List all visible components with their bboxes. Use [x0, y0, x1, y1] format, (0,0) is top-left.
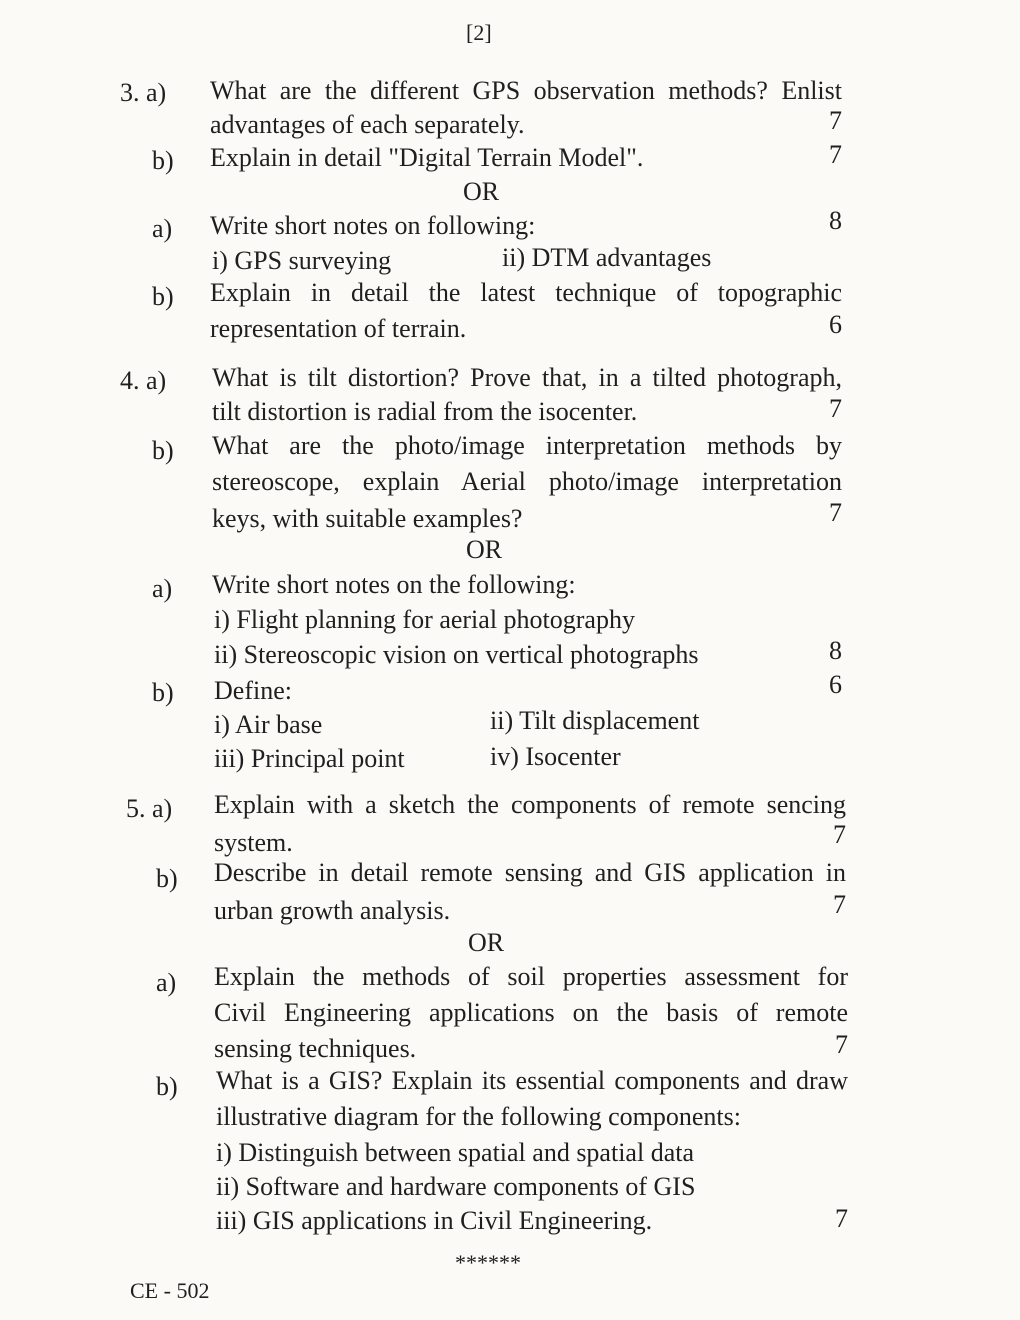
footer-code: CE - 502 [130, 1278, 210, 1303]
q4b-text-1: What are the photo/image interpretation methods by [212, 431, 842, 460]
q3-alt-b-text-2: representation of terrain. [210, 314, 467, 343]
q5a-text-2: system. [214, 828, 293, 857]
q4-alt-a-marks: 8 [829, 636, 842, 665]
q4b-text-2: stereoscope, explain Aerial photo/image interpretation [212, 467, 842, 496]
q4a-text-2: tilt distortion is radial from the isocenter. [212, 397, 638, 426]
q4a-text: What is tilt distortion? Prove that, in a tilted photograph, [212, 363, 842, 392]
q5a-marks: 7 [833, 820, 846, 849]
q3-alt-b-label: b) [152, 282, 174, 311]
q5b-text-1: Describe in detail remote sensing and GIS application in [214, 858, 846, 887]
q5b-marks: 7 [833, 890, 846, 919]
q4-alt-b-label: b) [152, 678, 174, 707]
q5-or: OR [467, 928, 505, 957]
q4-alt-a-text: Write short notes on the following: [212, 570, 576, 599]
q5-alt-a-text-1: Explain the methods of soil properties assessment for [214, 962, 848, 991]
q3-alt-b-marks: 6 [829, 310, 842, 339]
q4-or: OR [465, 535, 503, 564]
q3b-text: Explain in detail "Digital Terrain Model". [210, 143, 644, 172]
q5a-text: Explain with a sketch the components of remote sencing [214, 790, 846, 819]
q4-alt-a-ii: ii) Stereoscopic vision on vertical photographs [214, 640, 699, 669]
q5-alt-b-text-1: What is a GIS? Explain its essential components and draw [216, 1066, 848, 1095]
q5-alt-b-ii: ii) Software and hardware components of GIS [216, 1172, 696, 1201]
q3-alt-a-text: Write short notes on following: [210, 211, 536, 240]
q5-alt-b-text-2: illustrative diagram for the following components: [216, 1102, 741, 1131]
q3-alt-a-i: i) GPS surveying [212, 246, 392, 275]
q4b-label: b) [152, 436, 174, 465]
q4-alt-b-ii: ii) Tilt displacement [490, 706, 700, 735]
q3a-text: What are the different GPS observation methods? Enlist [210, 76, 842, 105]
q4-alt-b-text: Define: [214, 676, 292, 705]
q3-alt-a-marks: 8 [829, 206, 842, 235]
q5-alt-b-iii: iii) GIS applications in Civil Engineering. [216, 1206, 653, 1235]
q5-alt-a-text-2: Civil Engineering applications on the basis of remote [214, 998, 848, 1027]
q5-alt-b-label: b) [156, 1072, 178, 1101]
q5b-text-2: urban growth analysis. [214, 896, 451, 925]
q4b-text-3: keys, with suitable examples? [212, 504, 523, 533]
q5-alt-b-marks: 7 [835, 1204, 848, 1233]
q5-alt-a-text-3: sensing techniques. [214, 1034, 417, 1063]
q3-alt-a-ii: ii) DTM advantages [502, 243, 712, 272]
q3-alt-a-label: a) [152, 214, 173, 243]
q4a-marks: 7 [829, 394, 842, 423]
q4-alt-b-iv: iv) Isocenter [490, 742, 621, 771]
q5-alt-a-label: a) [156, 968, 177, 997]
q4b-marks: 7 [829, 498, 842, 527]
q4-number: 4. a) [120, 366, 167, 395]
q3b-marks: 7 [829, 140, 842, 169]
q3-or: OR [462, 177, 500, 206]
q3b-label: b) [152, 146, 174, 175]
q3a-text-2: advantages of each separately. [210, 110, 525, 139]
end-mark: ****** [455, 1250, 521, 1275]
q4-alt-b-i: i) Air base [214, 710, 323, 739]
q4-alt-a-label: a) [152, 574, 173, 603]
q3-number: 3. a) [120, 78, 167, 107]
page-number: [2] [466, 20, 492, 45]
q4-alt-b-iii: iii) Principal point [214, 744, 405, 773]
q3a-marks: 7 [829, 106, 842, 135]
q5-number: 5. a) [126, 794, 173, 823]
q3-alt-b-text: Explain in detail the latest technique of topographic [210, 278, 842, 307]
q5b-label: b) [156, 864, 178, 893]
q4-alt-b-marks: 6 [829, 670, 842, 699]
q5-alt-b-i: i) Distinguish between spatial and spatial data [216, 1138, 694, 1167]
q5-alt-a-marks: 7 [835, 1030, 848, 1059]
q4-alt-a-i: i) Flight planning for aerial photography [214, 605, 635, 634]
